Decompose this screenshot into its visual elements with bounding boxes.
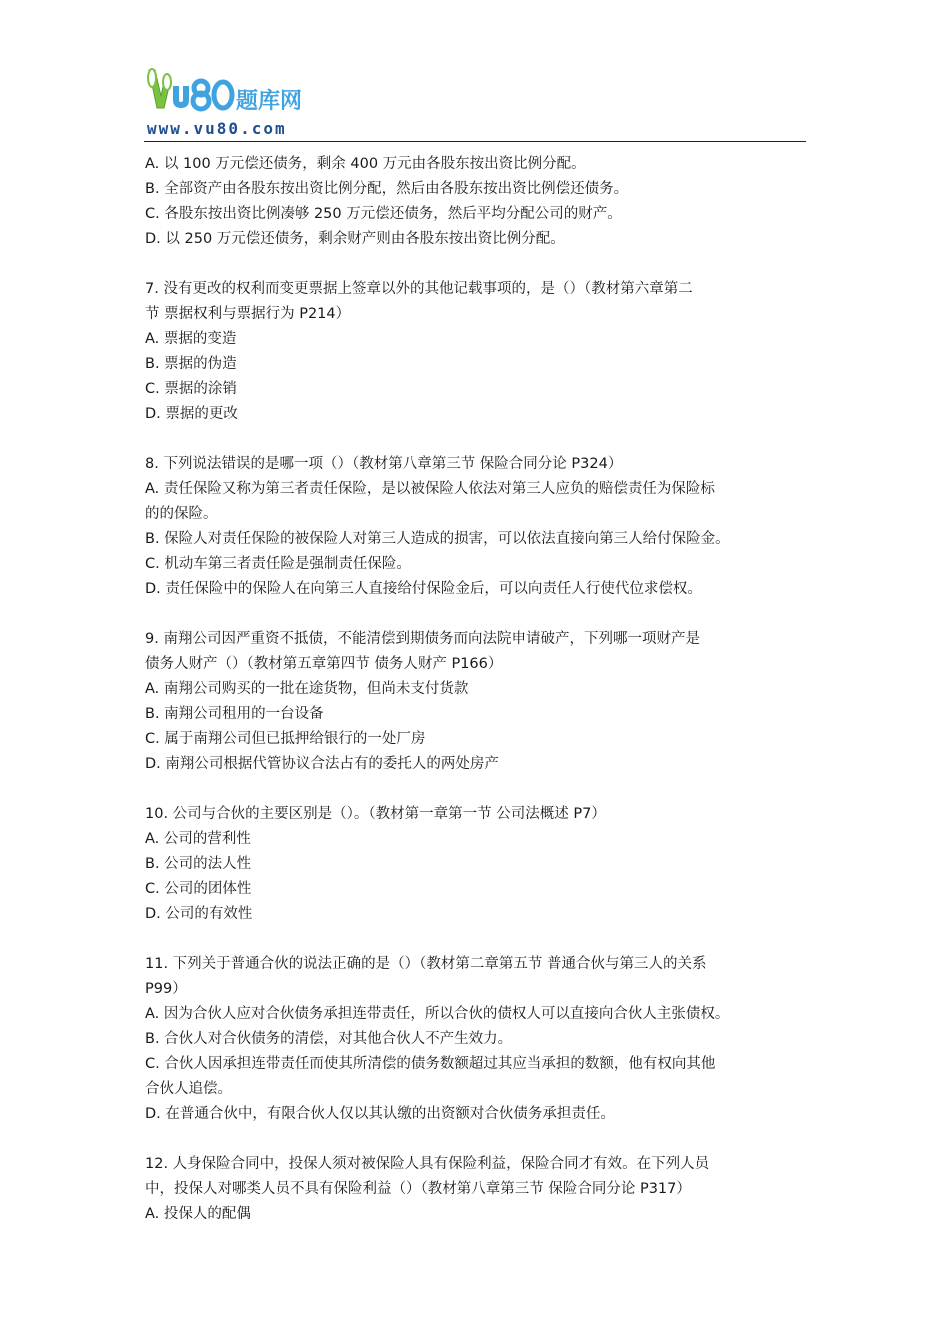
text-line: D. 南翔公司根据代管协议合法占有的委托人的两处房产	[145, 756, 499, 772]
text-line: B. 合伙人对合伙债务的清偿，对其他合伙人不产生效力。	[145, 1031, 513, 1047]
document-body	[145, 152, 807, 1227]
text-line: 债务人财产（）（教材第五章第四节 债务人财产 P166）	[145, 656, 503, 672]
text-line: D. 票据的更改	[145, 406, 238, 422]
question-block	[145, 277, 807, 427]
logo-url-text: www.vu80.com	[147, 119, 287, 138]
text-line: A. 以 100 万元偿还债务，剩余 400 万元由各股东按出资比例分配。	[145, 156, 586, 172]
text-line: A. 票据的变造	[145, 331, 237, 347]
question-block	[145, 952, 807, 1127]
text-line: D. 责任保险中的保险人在向第三人直接给付保险金后，可以向责任人行使代位求偿权。	[145, 581, 702, 597]
logo-brand-text: 题库网	[236, 89, 303, 114]
text-line: C. 票据的涂销	[145, 381, 237, 397]
question-block	[145, 452, 807, 602]
question-block	[145, 1152, 807, 1227]
text-line: C. 合伙人因承担连带责任而使其所清偿的债务数额超过其应当承担的数额，他有权向其他	[145, 1056, 716, 1072]
text-line: B. 全部资产由各股东按出资比例分配，然后由各股东按出资比例偿还债务。	[145, 181, 629, 197]
text-line: 节 票据权利与票据行为 P214）	[145, 306, 351, 322]
text-line: A. 公司的营利性	[145, 831, 251, 847]
text-line: 中，投保人对哪类人员不具有保险利益（）（教材第八章第三节 保险合同分论 P317）	[145, 1181, 691, 1197]
text-line: C. 机动车第三者责任险是强制责任保险。	[145, 556, 411, 572]
text-line: 11. 下列关于普通合伙的说法正确的是（）（教材第二章第五节 普通合伙与第三人的关系	[145, 956, 707, 972]
text-line: B. 南翔公司租用的一台设备	[145, 706, 324, 722]
text-line: B. 公司的法人性	[145, 856, 252, 872]
text-line: A. 因为合伙人应对合伙债务承担连带责任，所以合伙的债权人可以直接向合伙人主张债权。	[145, 1006, 730, 1022]
text-line: A. 责任保险又称为第三者责任保险，是以被保险人依法对第三人应负的赔偿责任为保险标	[145, 481, 715, 497]
text-line: B. 保险人对责任保险的被保险人对第三人造成的损害，可以依法直接向第三人给付保险金。	[145, 531, 730, 547]
text-line: A. 南翔公司购买的一批在途货物，但尚未支付货款	[145, 681, 469, 697]
text-line: P99）	[145, 981, 187, 997]
question-block	[145, 802, 807, 927]
question-block	[145, 627, 807, 777]
text-line: 12. 人身保险合同中，投保人须对被保险人具有保险利益，保险合同才有效。在下列人员	[145, 1156, 710, 1172]
text-line: 的的保险。	[145, 506, 218, 522]
text-line: D. 在普通合伙中，有限合伙人仅以其认缴的出资额对合伙债务承担责任。	[145, 1106, 615, 1122]
header-rule	[144, 141, 806, 142]
text-line: 8. 下列说法错误的是哪一项（）（教材第八章第三节 保险合同分论 P324）	[145, 456, 623, 472]
text-line: 合伙人追偿。	[145, 1081, 232, 1097]
question-block	[145, 152, 807, 252]
text-line: 7. 没有更改的权利而变更票据上签章以外的其他记载事项的，是（）（教材第六章第二	[145, 281, 693, 297]
text-line: D. 公司的有效性	[145, 906, 253, 922]
text-line: C. 公司的团体性	[145, 881, 252, 897]
text-line: A. 投保人的配偶	[145, 1206, 251, 1222]
text-line: C. 属于南翔公司但已抵押给银行的一处厂房	[145, 731, 426, 747]
vu80-logo	[143, 66, 343, 140]
text-line: 9. 南翔公司因严重资不抵债，不能清偿到期债务而向法院申请破产，下列哪一项财产是	[145, 631, 700, 647]
text-line: 10. 公司与合伙的主要区别是（）。（教材第一章第一节 公司法概述 P7）	[145, 806, 606, 822]
text-line: B. 票据的伪造	[145, 356, 237, 372]
text-line: C. 各股东按出资比例凑够 250 万元偿还债务，然后平均分配公司的财产。	[145, 206, 622, 222]
text-line: D. 以 250 万元偿还债务，剩余财产则由各股东按出资比例分配。	[145, 231, 565, 247]
vu80-logo-image	[143, 66, 343, 140]
